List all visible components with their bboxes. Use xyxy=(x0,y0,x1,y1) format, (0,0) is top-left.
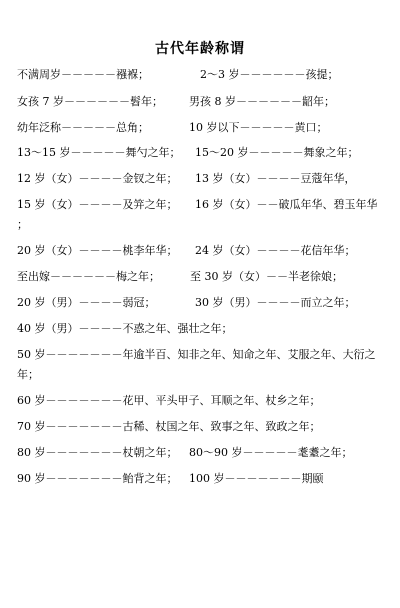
row-10: 40 岁（男）－－－－不惑之年、强壮之年； xyxy=(17,322,233,335)
row-3-right: 10 岁以下－－－－－黄口； xyxy=(189,121,328,134)
row-14-left: 80 岁－－－－－－－杖朝之年； xyxy=(17,446,178,459)
row-6-continuation: ； xyxy=(17,218,28,231)
row-2-left: 女孩 7 岁－－－－－－髫年； xyxy=(17,95,163,108)
row-9-right: 30 岁（男）－－－－而立之年； xyxy=(195,296,356,309)
page-title: 古代年龄称谓 xyxy=(155,41,245,57)
row-15-right: 100 岁－－－－－－－期颐 xyxy=(189,472,324,485)
row-7-left: 20 岁（女）－－－－桃李年华； xyxy=(17,244,178,257)
row-7-right: 24 岁（女）－－－－花信年华； xyxy=(195,244,356,257)
row-9-left: 20 岁（男）－－－－弱冠； xyxy=(17,296,156,309)
row-5-right: 13 岁（女）－－－－豆蔻年华， xyxy=(195,172,356,185)
row-5-left: 12 岁（女）－－－－金钗之年； xyxy=(17,172,178,185)
row-8-right: 至 30 岁（女）－－半老徐娘； xyxy=(190,270,343,283)
row-14-right: 80～90 岁－－－－－耄耋之年； xyxy=(189,446,353,459)
row-12: 60 岁－－－－－－－花甲、平头甲子、耳顺之年、杖乡之年； xyxy=(17,394,321,407)
row-2-right: 男孩 8 岁－－－－－－龆年； xyxy=(189,95,335,108)
row-6-left: 15 岁（女）－－－－及笄之年； xyxy=(17,198,178,211)
row-11-continuation: 年； xyxy=(17,368,39,381)
row-1-left: 不满周岁－－－－－襁褓； xyxy=(17,68,149,81)
row-4-right: 15～20 岁－－－－－舞象之年； xyxy=(195,146,359,159)
row-15-left: 90 岁－－－－－－－鲐背之年； xyxy=(17,472,178,485)
row-4-left: 13～15 岁－－－－－舞勺之年； xyxy=(17,146,181,159)
row-6-right: 16 岁（女）－－破瓜年华、碧玉年华 xyxy=(195,198,378,211)
row-11: 50 岁－－－－－－－年逾半百、知非之年、知命之年、艾服之年、大衍之 xyxy=(17,348,376,361)
row-8-left: 至出嫁－－－－－－梅之年； xyxy=(17,270,160,283)
row-1-right: 2～3 岁－－－－－－孩提； xyxy=(200,68,339,81)
row-13: 70 岁－－－－－－－古稀、杖国之年、致事之年、致政之年； xyxy=(17,420,321,433)
row-3-left: 幼年泛称－－－－－总角； xyxy=(17,121,149,134)
